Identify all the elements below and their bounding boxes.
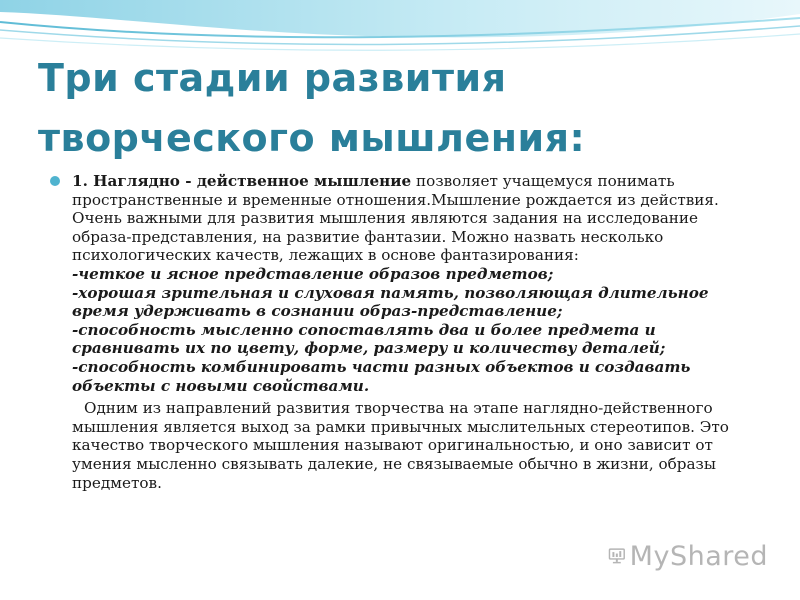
point1-text: позволяет учащемуся понимать пространственные и временные отношения.Мышление рождается из действия. Очень важными для развития мышления являются задания на исследование образа-представления, на развитие фантазии. Можно назвать несколько психологических качеств, лежащих в основе фантазирования: bbox=[72, 172, 719, 265]
slide-title bbox=[38, 48, 778, 168]
slide-content bbox=[52, 172, 762, 492]
point1-lead: 1. Наглядно - действенное мышление bbox=[72, 172, 412, 190]
bullet-point-1 bbox=[52, 172, 762, 395]
quality-item-2: -хорошая зрительная и слуховая память, позволяющая длительное время удерживать в сознании образ-представление; bbox=[72, 283, 709, 321]
presentation-screen-icon bbox=[608, 539, 626, 573]
quality-item-1: -четкое и ясное представление образов предметов; bbox=[72, 264, 554, 283]
paragraph-2: Одним из направлений развития творчества на этапе наглядно-действенного мышления является выход за рамки привычных мыслительных стереотипов. Это качество творческого мышления называют оригинальностью, и оно зависит от умения мысленно связывать далекие, не связываемые обычно в жизни, образы предметов. bbox=[72, 399, 729, 492]
watermark-text: MyShared bbox=[629, 540, 768, 572]
slide-title-line2: творческого мышления: bbox=[38, 116, 586, 160]
quality-item-3: -способность мысленно сопоставлять два и более предмета и сравнивать их по цвету, форме, размеру и количеству деталей; bbox=[72, 320, 666, 358]
quality-item-4: -способность комбинировать части разных объектов и создавать объекты с новыми свойствами. bbox=[72, 357, 691, 395]
watermark bbox=[608, 536, 768, 576]
point1-paragraph bbox=[72, 172, 762, 265]
bullet-dot-icon bbox=[50, 176, 60, 186]
slide-title-line1: Три стадии развития bbox=[38, 56, 507, 100]
